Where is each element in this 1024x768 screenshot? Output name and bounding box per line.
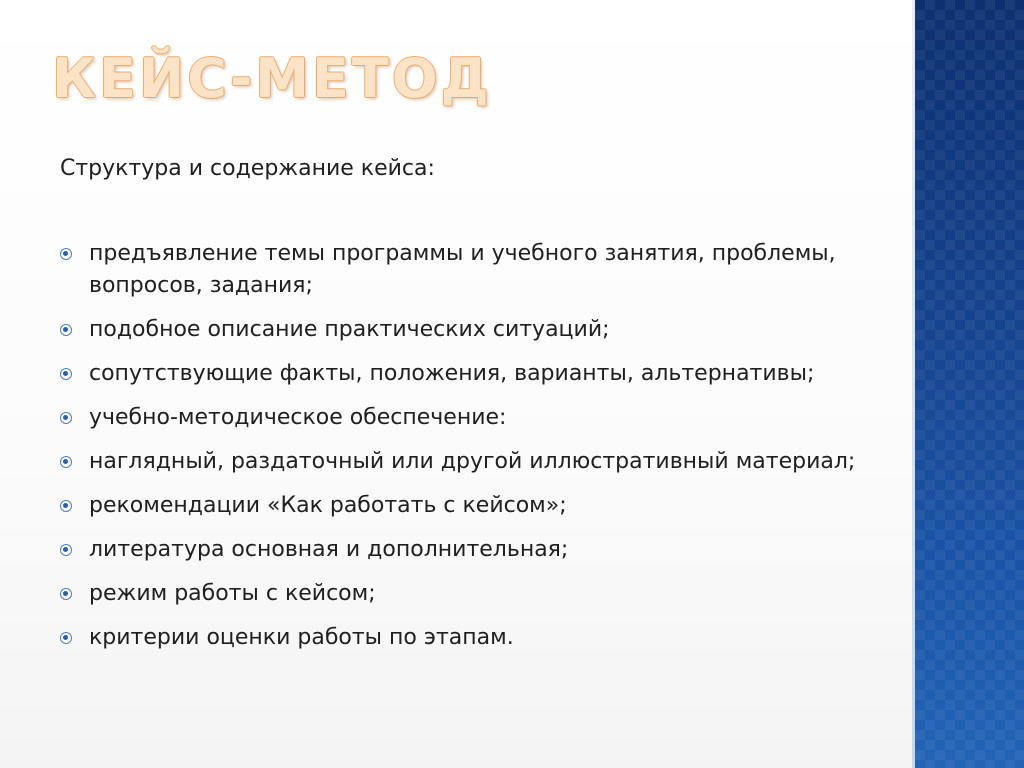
bullet-item xyxy=(60,314,870,346)
bullet-item xyxy=(60,446,870,478)
circle-bullet-icon xyxy=(60,544,72,556)
bullet-text: подобное описание практических ситуаций; xyxy=(89,317,610,342)
band-pattern xyxy=(915,0,1024,768)
bullet-text: критерии оценки работы по этапам. xyxy=(89,625,514,650)
circle-bullet-icon xyxy=(60,588,72,600)
bullet-text: наглядный, раздаточный или другой иллюстративный материал; xyxy=(89,449,856,474)
bullet-text: учебно-методическое обеспечение: xyxy=(89,405,507,430)
bullet-item xyxy=(60,490,870,522)
side-decoration-band xyxy=(912,0,1024,768)
bullet-item xyxy=(60,358,870,390)
bullet-text: рекомендации «Как работать с кейсом»; xyxy=(89,493,567,518)
bullet-text: режим работы с кейсом; xyxy=(89,581,376,606)
bullet-text: литература основная и дополнительная; xyxy=(89,537,569,562)
slide-title: КЕЙС-МЕТОД xyxy=(52,47,492,110)
circle-bullet-icon xyxy=(60,412,72,424)
bullet-item xyxy=(60,534,870,566)
bullet-item xyxy=(60,578,870,610)
circle-bullet-icon xyxy=(60,632,72,644)
bullet-item xyxy=(60,622,870,654)
intro-text: Структура и содержание кейса: xyxy=(60,156,435,181)
bullet-text: предъявление темы программы и учебного занятия, проблемы, вопросов, задания; xyxy=(89,241,836,298)
circle-bullet-icon xyxy=(60,248,72,260)
circle-bullet-icon xyxy=(60,368,72,380)
bullet-item xyxy=(60,238,870,302)
bullet-text: сопутствующие факты, положения, варианты, альтернативы; xyxy=(89,361,815,386)
circle-bullet-icon xyxy=(60,456,72,468)
circle-bullet-icon xyxy=(60,324,72,336)
bullet-list xyxy=(60,238,870,666)
circle-bullet-icon xyxy=(60,500,72,512)
bullet-item xyxy=(60,402,870,434)
